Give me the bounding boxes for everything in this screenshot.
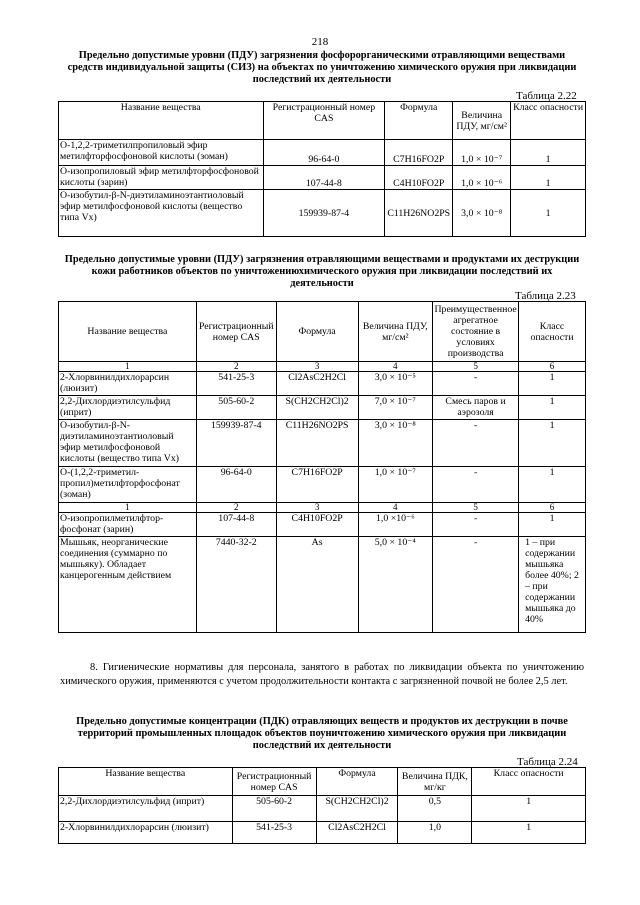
page-number: 218 (311, 36, 329, 48)
cell-state: Смесь паров и аэрозоля (433, 396, 519, 420)
cell-cas: 505-60-2 (232, 796, 316, 822)
section-3-title: Предельно допустимые концентрации (ПДК) отравляющих веществ и продуктов их деструкции в почве территорий промышленных площадок объектов поуничтожению химического оружия при ликвидации последствий их деятельности (76, 716, 568, 751)
column-number: 1 (59, 362, 197, 372)
cell-formula: C11H26NO2PS (276, 420, 358, 467)
cell-pdu: 1,0 × 10⁻⁶ (453, 166, 511, 190)
cell-name: 2-Хлорвинилдихлорарсин (люизит) (59, 372, 197, 396)
header-formula: Формула (385, 102, 453, 140)
cell-name: О-изопропилметилфтор-фосфонат (зарин) (59, 513, 197, 537)
cell-formula: S(CH2CH2Cl)2 (276, 396, 358, 420)
cell-class: 1 (519, 420, 586, 467)
cell-cas: 505-60-2 (196, 396, 276, 420)
cell-formula: S(CH2CH2Cl)2 (316, 796, 398, 822)
cell-cas: 159939-87-4 (196, 420, 276, 467)
header-class: Класс опасности (511, 102, 586, 140)
column-number: 6 (519, 503, 586, 513)
header-formula: Формула (316, 768, 398, 796)
cell-class: 1 (519, 372, 586, 396)
cell-formula: C4H10FO2P (385, 166, 453, 190)
cell-state: - (433, 372, 519, 396)
table-row (59, 467, 586, 503)
cell-name: О-изобутил-β-N-диэтиламиноэтантиоловый эфир метилфосфоновой кислоты (вещество типа Vx) (59, 190, 264, 237)
table-row (59, 822, 586, 844)
cell-formula: C4H10FO2P (276, 513, 358, 537)
cell-name: О-1,2,2-триметилпропиловый эфир метилфторфосфоновой кислоты (зоман) (59, 140, 264, 166)
cell-name: 2,2-Дихлордиэтилсульфид (иприт) (59, 396, 197, 420)
cell-name: 2,2-Дихлордиэтилсульфид (иприт) (59, 796, 233, 822)
cell-pdu: 3,0 × 10⁻⁸ (358, 420, 433, 467)
column-number-row (59, 362, 586, 372)
header-pdk: Величина ПДК, мг/кг (398, 768, 472, 796)
cell-pdk: 1,0 (398, 822, 472, 844)
cell-class: 1 (511, 166, 586, 190)
cell-pdu: 1,0 × 10⁻⁷ (453, 140, 511, 166)
header-formula: Формула (276, 302, 358, 362)
header-cas: Регистрационный номер CAS (263, 102, 385, 140)
column-number: 5 (433, 503, 519, 513)
cell-class: 1 (472, 822, 586, 844)
cell-formula: As (276, 537, 358, 633)
header-cas: Регистрационный номер CAS (196, 302, 276, 362)
section-1-title: Предельно допустимые уровни (ПДУ) загрязнения фосфорорганическими отравляющими веществами средств индивидуальной защиты (СИЗ) на объектах по уничтожению химического оружия при ликвидации последствий их деятельности (67, 50, 577, 85)
cell-pdu: 3,0 × 10⁻⁵ (358, 372, 433, 396)
column-number: 6 (519, 362, 586, 372)
cell-pdk: 0,5 (398, 796, 472, 822)
column-number: 2 (196, 362, 276, 372)
cell-class: 1 (511, 190, 586, 237)
cell-state: - (433, 420, 519, 467)
section-2-title: Предельно допустимые уровни (ПДУ) загрязнения отравляющими веществами и продуктами их деструкции кожи работников объектов по уничтожениюхимического оружия при ликвидации последствий их деятельности (64, 254, 580, 289)
cell-class: 1 (519, 513, 586, 537)
header-name: Название вещества (59, 768, 233, 796)
cell-state: - (433, 513, 519, 537)
cell-pdu: 3,0 × 10⁻⁸ (453, 190, 511, 237)
cell-name: О-(1,2,2-триметил-пропил)метилфторфосфонат (зоман) (59, 467, 197, 503)
header-class: Класс опасности (519, 302, 586, 362)
header-pdu: Величина ПДУ, мг/см² (453, 102, 511, 140)
cell-cas: 7440-32-2 (196, 537, 276, 633)
cell-class: 1 (519, 467, 586, 503)
cell-pdu: 1,0 ×10⁻⁶ (358, 513, 433, 537)
cell-name: 2-Хлорвинилдихлорарсин (люизит) (59, 822, 233, 844)
table-row (59, 796, 586, 822)
table-row (59, 190, 586, 237)
cell-class: 1 (472, 796, 586, 822)
column-number: 3 (276, 362, 358, 372)
cell-formula: C11H26NO2PS (385, 190, 453, 237)
cell-formula: C7H16FO2P (276, 467, 358, 503)
table-2-22-label: Таблица 2.22 (516, 90, 577, 102)
table-2-24 (58, 767, 586, 844)
cell-cas: 96-64-0 (263, 140, 385, 166)
cell-class: 1 – при содержании мышьяка более 40%; 2 – при содержании мышьяка до 40% (519, 537, 586, 633)
column-number-row (59, 503, 586, 513)
header-name: Название вещества (59, 102, 264, 140)
cell-formula: Cl2AsC2H2Cl (276, 372, 358, 396)
cell-cas: 159939-87-4 (263, 190, 385, 237)
cell-cas: 107-44-8 (196, 513, 276, 537)
cell-name: Мышьяк, неорганические соединения (суммарно по мышьяку). Обладает канцерогенным действием (59, 537, 197, 633)
table-2-23 (58, 301, 586, 633)
table-2-24-label: Таблица 2.24 (517, 756, 578, 768)
table-2-22 (58, 101, 586, 237)
cell-state: - (433, 467, 519, 503)
cell-cas: 96-64-0 (196, 467, 276, 503)
cell-class: 1 (511, 140, 586, 166)
cell-cas: 541-25-3 (196, 372, 276, 396)
table-row (59, 537, 586, 633)
table-row (59, 166, 586, 190)
table-row (59, 420, 586, 467)
table-row (59, 372, 586, 396)
column-number: 2 (196, 503, 276, 513)
cell-formula: C7H16FO2P (385, 140, 453, 166)
cell-cas: 107-44-8 (263, 166, 385, 190)
column-number: 3 (276, 503, 358, 513)
cell-formula: Cl2AsC2H2Cl (316, 822, 398, 844)
header-pdu: Величина ПДУ, мг/см² (358, 302, 433, 362)
table-row (59, 396, 586, 420)
cell-name: О-изобутил-β-N-диэтиламиноэтантиоловый эфир метилфосфоновой кислоты (вещество типа Vx) (59, 420, 197, 467)
header-class: Класс опасности (472, 768, 586, 796)
column-number: 1 (59, 503, 197, 513)
column-number: 4 (358, 503, 433, 513)
table-row (59, 513, 586, 537)
paragraph-8: 8. Гигиенические нормативы для персонала, занятого в работах по ликвидации объекта по уничтожению химического оружия, применяются с учетом продолжительности контакта с загрязненной почвой не более 2,5 лет. (60, 662, 584, 687)
header-state: Преимущественное агрегатное состояние в условиях производства (433, 302, 519, 362)
cell-cas: 541-25-3 (232, 822, 316, 844)
header-name: Название вещества (59, 302, 197, 362)
cell-name: О-изопропиловый эфир метилфторфосфоновой кислоты (зарин) (59, 166, 264, 190)
cell-state: - (433, 537, 519, 633)
table-row (59, 140, 586, 166)
cell-pdu: 1,0 × 10⁻⁷ (358, 467, 433, 503)
cell-pdu: 5,0 × 10⁻⁴ (358, 537, 433, 633)
cell-pdu: 7,0 × 10⁻⁷ (358, 396, 433, 420)
header-cas: Регистрационный номер CAS (232, 768, 316, 796)
table-2-23-label: Таблица 2.23 (515, 290, 576, 302)
cell-class: 1 (519, 396, 586, 420)
column-number: 5 (433, 362, 519, 372)
column-number: 4 (358, 362, 433, 372)
